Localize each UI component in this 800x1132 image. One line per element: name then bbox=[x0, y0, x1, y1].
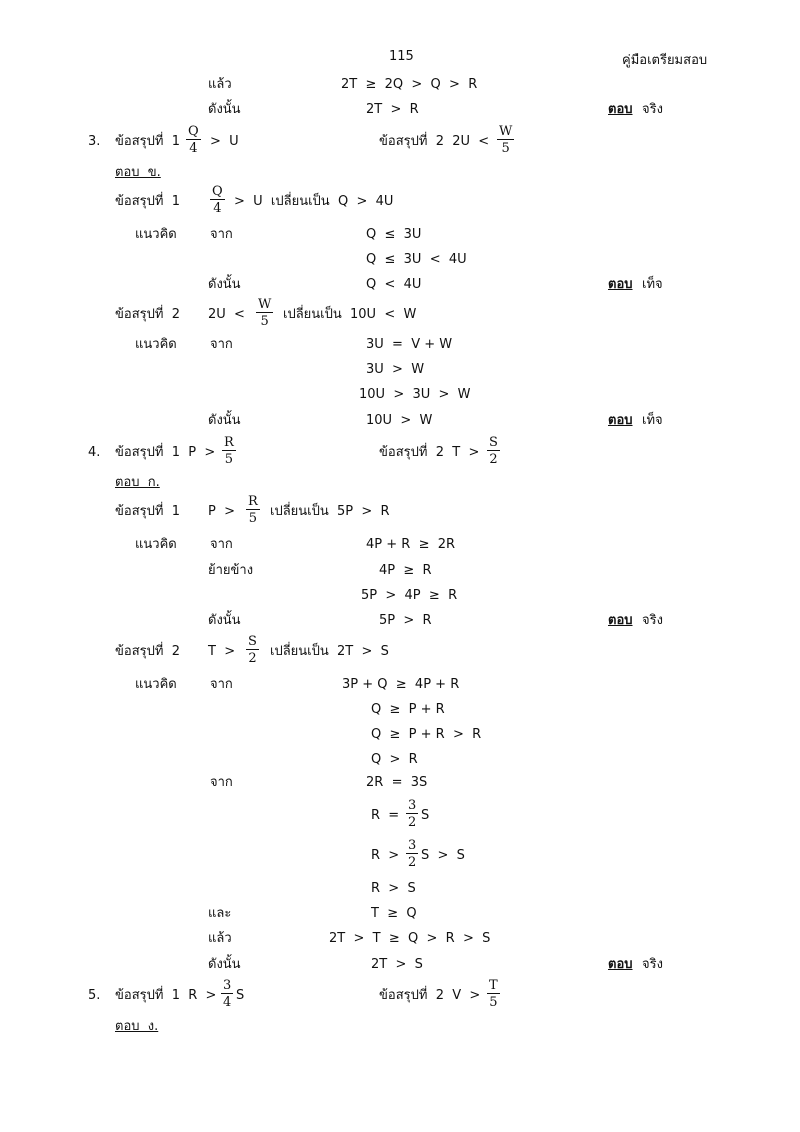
equation: 3U > W bbox=[366, 362, 425, 377]
book-title: คู่มือเตรียมสอบ bbox=[622, 53, 708, 68]
answer-value: จริง bbox=[642, 102, 663, 117]
question-number: 3. bbox=[88, 134, 101, 149]
label: ดังนั้น bbox=[208, 277, 241, 292]
equation: 2U < bbox=[208, 307, 245, 322]
answer-label: ตอบ bbox=[608, 102, 633, 117]
equation: 2T > R bbox=[366, 102, 419, 117]
answer-value: เท็จ bbox=[642, 277, 663, 292]
equation: 2R = 3S bbox=[366, 775, 428, 790]
equation: เปลี่ยนเป็น 10U < W bbox=[283, 307, 417, 322]
fraction: $\frac{W}{5}$ bbox=[258, 297, 272, 329]
fraction: $\frac{R}{5}$ bbox=[248, 494, 258, 526]
label: แนวคิด bbox=[135, 227, 177, 242]
equation: > U เปลี่ยนเป็น Q > 4U bbox=[234, 194, 394, 209]
conclusion-label: ข้อสรุปที่ 2 2U < bbox=[379, 134, 490, 149]
equation: Q ≥ P + R > R bbox=[371, 727, 482, 742]
label: แล้ว bbox=[208, 77, 232, 92]
answer-heading: ตอบ ง. bbox=[115, 1019, 159, 1034]
fraction: $\frac{R}{5}$ bbox=[224, 435, 234, 467]
label: ดังนั้น bbox=[208, 957, 241, 972]
conclusion-label: ข้อสรุปที่ 2 bbox=[115, 307, 180, 322]
conclusion-label: ข้อสรุปที่ 2 V > bbox=[379, 988, 481, 1003]
answer-label: ตอบ bbox=[608, 413, 633, 428]
answer-value: จริง bbox=[642, 613, 663, 628]
equation: Q < 4U bbox=[366, 277, 422, 292]
equation: 2T > S bbox=[371, 957, 423, 972]
answer-value: จริง bbox=[642, 957, 663, 972]
conclusion-label: ข้อสรุปที่ 2 T > bbox=[379, 445, 480, 460]
equation: 4P ≥ R bbox=[379, 563, 432, 578]
equation: T > bbox=[208, 644, 236, 659]
equation: 3P + Q ≥ 4P + R bbox=[342, 677, 460, 692]
equation: R > S bbox=[371, 881, 416, 896]
fraction: $\frac{3}{2}$ bbox=[408, 798, 417, 830]
conclusion-label: ข้อสรุปที่ 2 bbox=[115, 644, 180, 659]
equation: 10U > W bbox=[366, 413, 433, 428]
label: แนวคิด bbox=[135, 337, 177, 352]
conclusion-label: ข้อสรุปที่ 1 bbox=[115, 194, 180, 209]
label: จาก bbox=[210, 337, 233, 352]
label: ดังนั้น bbox=[208, 413, 241, 428]
label: แนวคิด bbox=[135, 537, 177, 552]
answer-heading: ตอบ ข. bbox=[115, 165, 161, 180]
label: และ bbox=[208, 906, 232, 921]
fraction: $\frac{S}{2}$ bbox=[248, 634, 257, 666]
equation: 4P + R ≥ 2R bbox=[366, 537, 456, 552]
label: ย้ายข้าง bbox=[208, 563, 254, 578]
answer-value: เท็จ bbox=[642, 413, 663, 428]
conclusion-label: ข้อสรุปที่ 1 P > bbox=[115, 445, 216, 460]
conclusion-label: ข้อสรุปที่ 1 R > bbox=[115, 988, 217, 1003]
label: ดังนั้น bbox=[208, 613, 241, 628]
equation: S bbox=[236, 988, 245, 1003]
question-number: 4. bbox=[88, 445, 101, 460]
equation: Q ≥ P + R bbox=[371, 702, 445, 717]
equation: Q ≤ 3U bbox=[366, 227, 422, 242]
answer-label: ตอบ bbox=[608, 613, 633, 628]
equation: T ≥ Q bbox=[371, 906, 417, 921]
question-number: 5. bbox=[88, 988, 101, 1003]
equation: S bbox=[421, 808, 430, 823]
equation: 2T ≥ 2Q > Q > R bbox=[341, 77, 478, 92]
equation: R = bbox=[371, 808, 400, 823]
fraction: $\frac{T}{5}$ bbox=[489, 978, 498, 1010]
equation: เปลี่ยนเป็น 2T > S bbox=[270, 644, 389, 659]
equation: เปลี่ยนเป็น 5P > R bbox=[270, 504, 390, 519]
equation: S > S bbox=[421, 848, 465, 863]
equation: 10U > 3U > W bbox=[359, 387, 471, 402]
fraction: $\frac{3}{4}$ bbox=[223, 978, 232, 1010]
label: ดังนั้น bbox=[208, 102, 241, 117]
page-number: 115 bbox=[389, 49, 414, 64]
label: จาก bbox=[210, 775, 233, 790]
equation: 3U = V + W bbox=[366, 337, 453, 352]
label: แนวคิด bbox=[135, 677, 177, 692]
answer-heading: ตอบ ก. bbox=[115, 475, 160, 490]
fraction: $\frac{Q}{4}$ bbox=[212, 184, 223, 216]
equation: 5P > R bbox=[379, 613, 432, 628]
label: จาก bbox=[210, 677, 233, 692]
answer-label: ตอบ bbox=[608, 957, 633, 972]
label: จาก bbox=[210, 537, 233, 552]
answer-label: ตอบ bbox=[608, 277, 633, 292]
equation: Q ≤ 3U < 4U bbox=[366, 252, 467, 267]
equation: 2T > T ≥ Q > R > S bbox=[329, 931, 491, 946]
equation: P > bbox=[208, 504, 235, 519]
fraction: $\frac{Q}{4}$ bbox=[188, 124, 199, 156]
fraction: $\frac{S}{2}$ bbox=[489, 435, 498, 467]
fraction: $\frac{3}{2}$ bbox=[408, 838, 417, 870]
fraction: $\frac{W}{5}$ bbox=[499, 124, 513, 156]
equation: R > bbox=[371, 848, 400, 863]
equation: Q > R bbox=[371, 752, 418, 767]
label: แล้ว bbox=[208, 931, 232, 946]
conclusion-label: ข้อสรุปที่ 1 bbox=[115, 134, 180, 149]
label: จาก bbox=[210, 227, 233, 242]
conclusion-label: ข้อสรุปที่ 1 bbox=[115, 504, 180, 519]
equation: 5P > 4P ≥ R bbox=[361, 588, 458, 603]
equation: > U bbox=[210, 134, 239, 149]
